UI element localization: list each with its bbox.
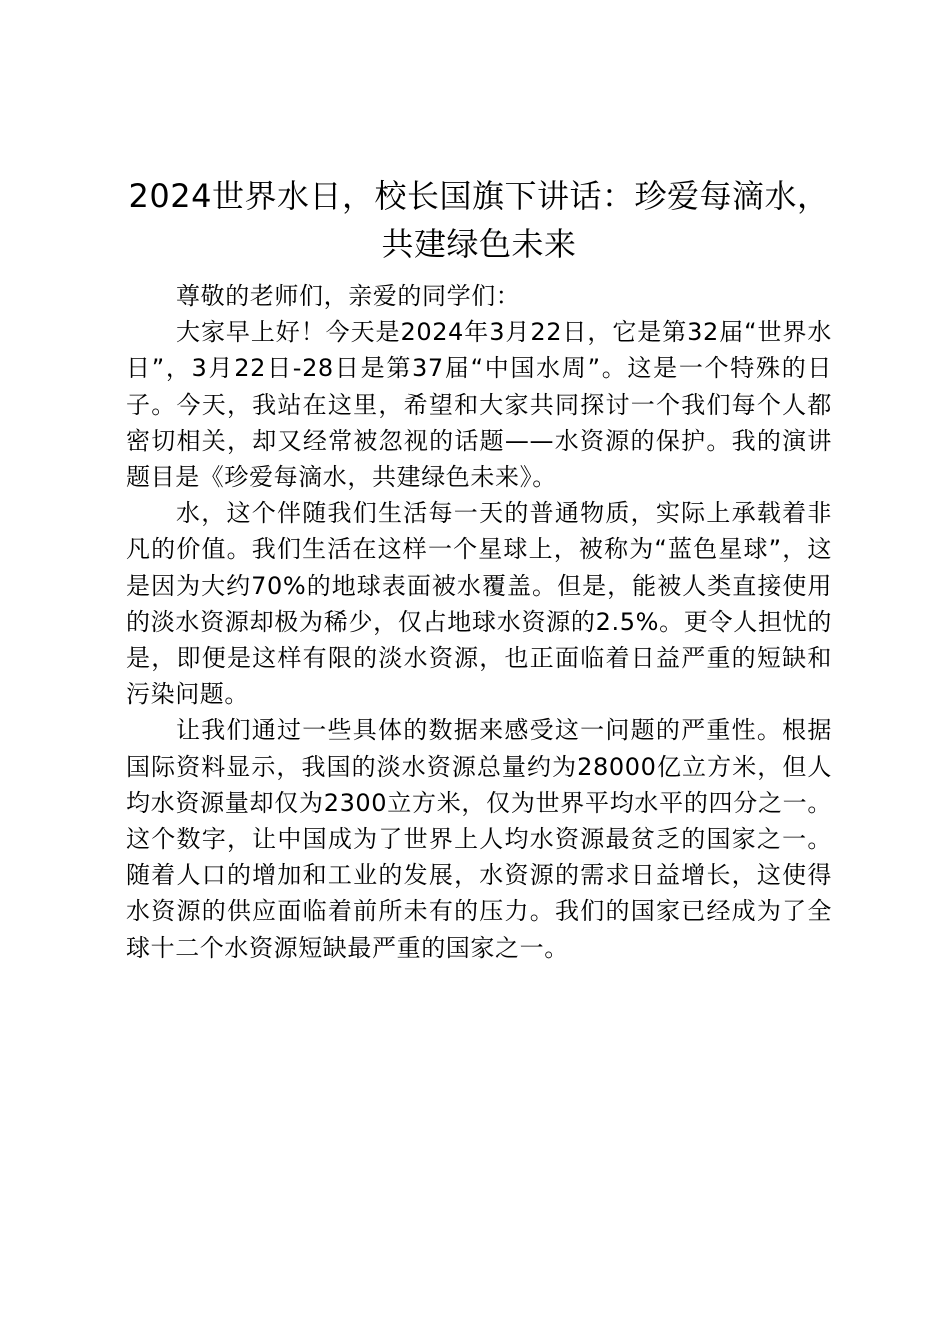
- document-title: 2024世界水日，校长国旗下讲话：珍爱每滴水，共建绿色未来: [128, 177, 830, 263]
- body-paragraph: 水，这个伴随我们生活每一天的普通物质，实际上承载着非凡的价值。我们生活在这样一个星球上，被称为“蓝色星球”，这是因为大约70%的地球表面被水覆盖。但是，能被人类直接使用的淡水资源却极为稀少，仅占地球水资源的2.5%。更令人担忧的是，即便是这样有限的淡水资源，也正面临着日益严重的短缺和污染问题。: [126, 499, 832, 709]
- body-paragraph: 大家早上好！今天是2024年3月22日，它是第32届“世界水日”，3月22日-28日是第37届“中国水周”。这是一个特殊的日子。今天，我站在这里，希望和大家共同探讨一个我们每个人都密切相关，却又经常被忽视的话题——水资源的保护。我的演讲题目是《珍爱每滴水，共建绿色未来》。: [126, 318, 832, 492]
- document-body: [126, 278, 832, 966]
- greeting-paragraph: 尊敬的老师们，亲爱的同学们：: [176, 282, 521, 310]
- body-paragraph: 让我们通过一些具体的数据来感受这一问题的严重性。根据国际资料显示，我国的淡水资源总量约为28000亿立方米，但人均水资源量却仅为2300立方米，仅为世界平均水平的四分之一。这个数字，让中国成为了世界上人均水资源最贫乏的国家之一。随着人口的增加和工业的发展，水资源的需求日益增长，这使得水资源的供应面临着前所未有的压力。我们的国家已经成为了全球十二个水资源短缺最严重的国家之一。: [126, 716, 832, 962]
- document-page: [126, 0, 832, 966]
